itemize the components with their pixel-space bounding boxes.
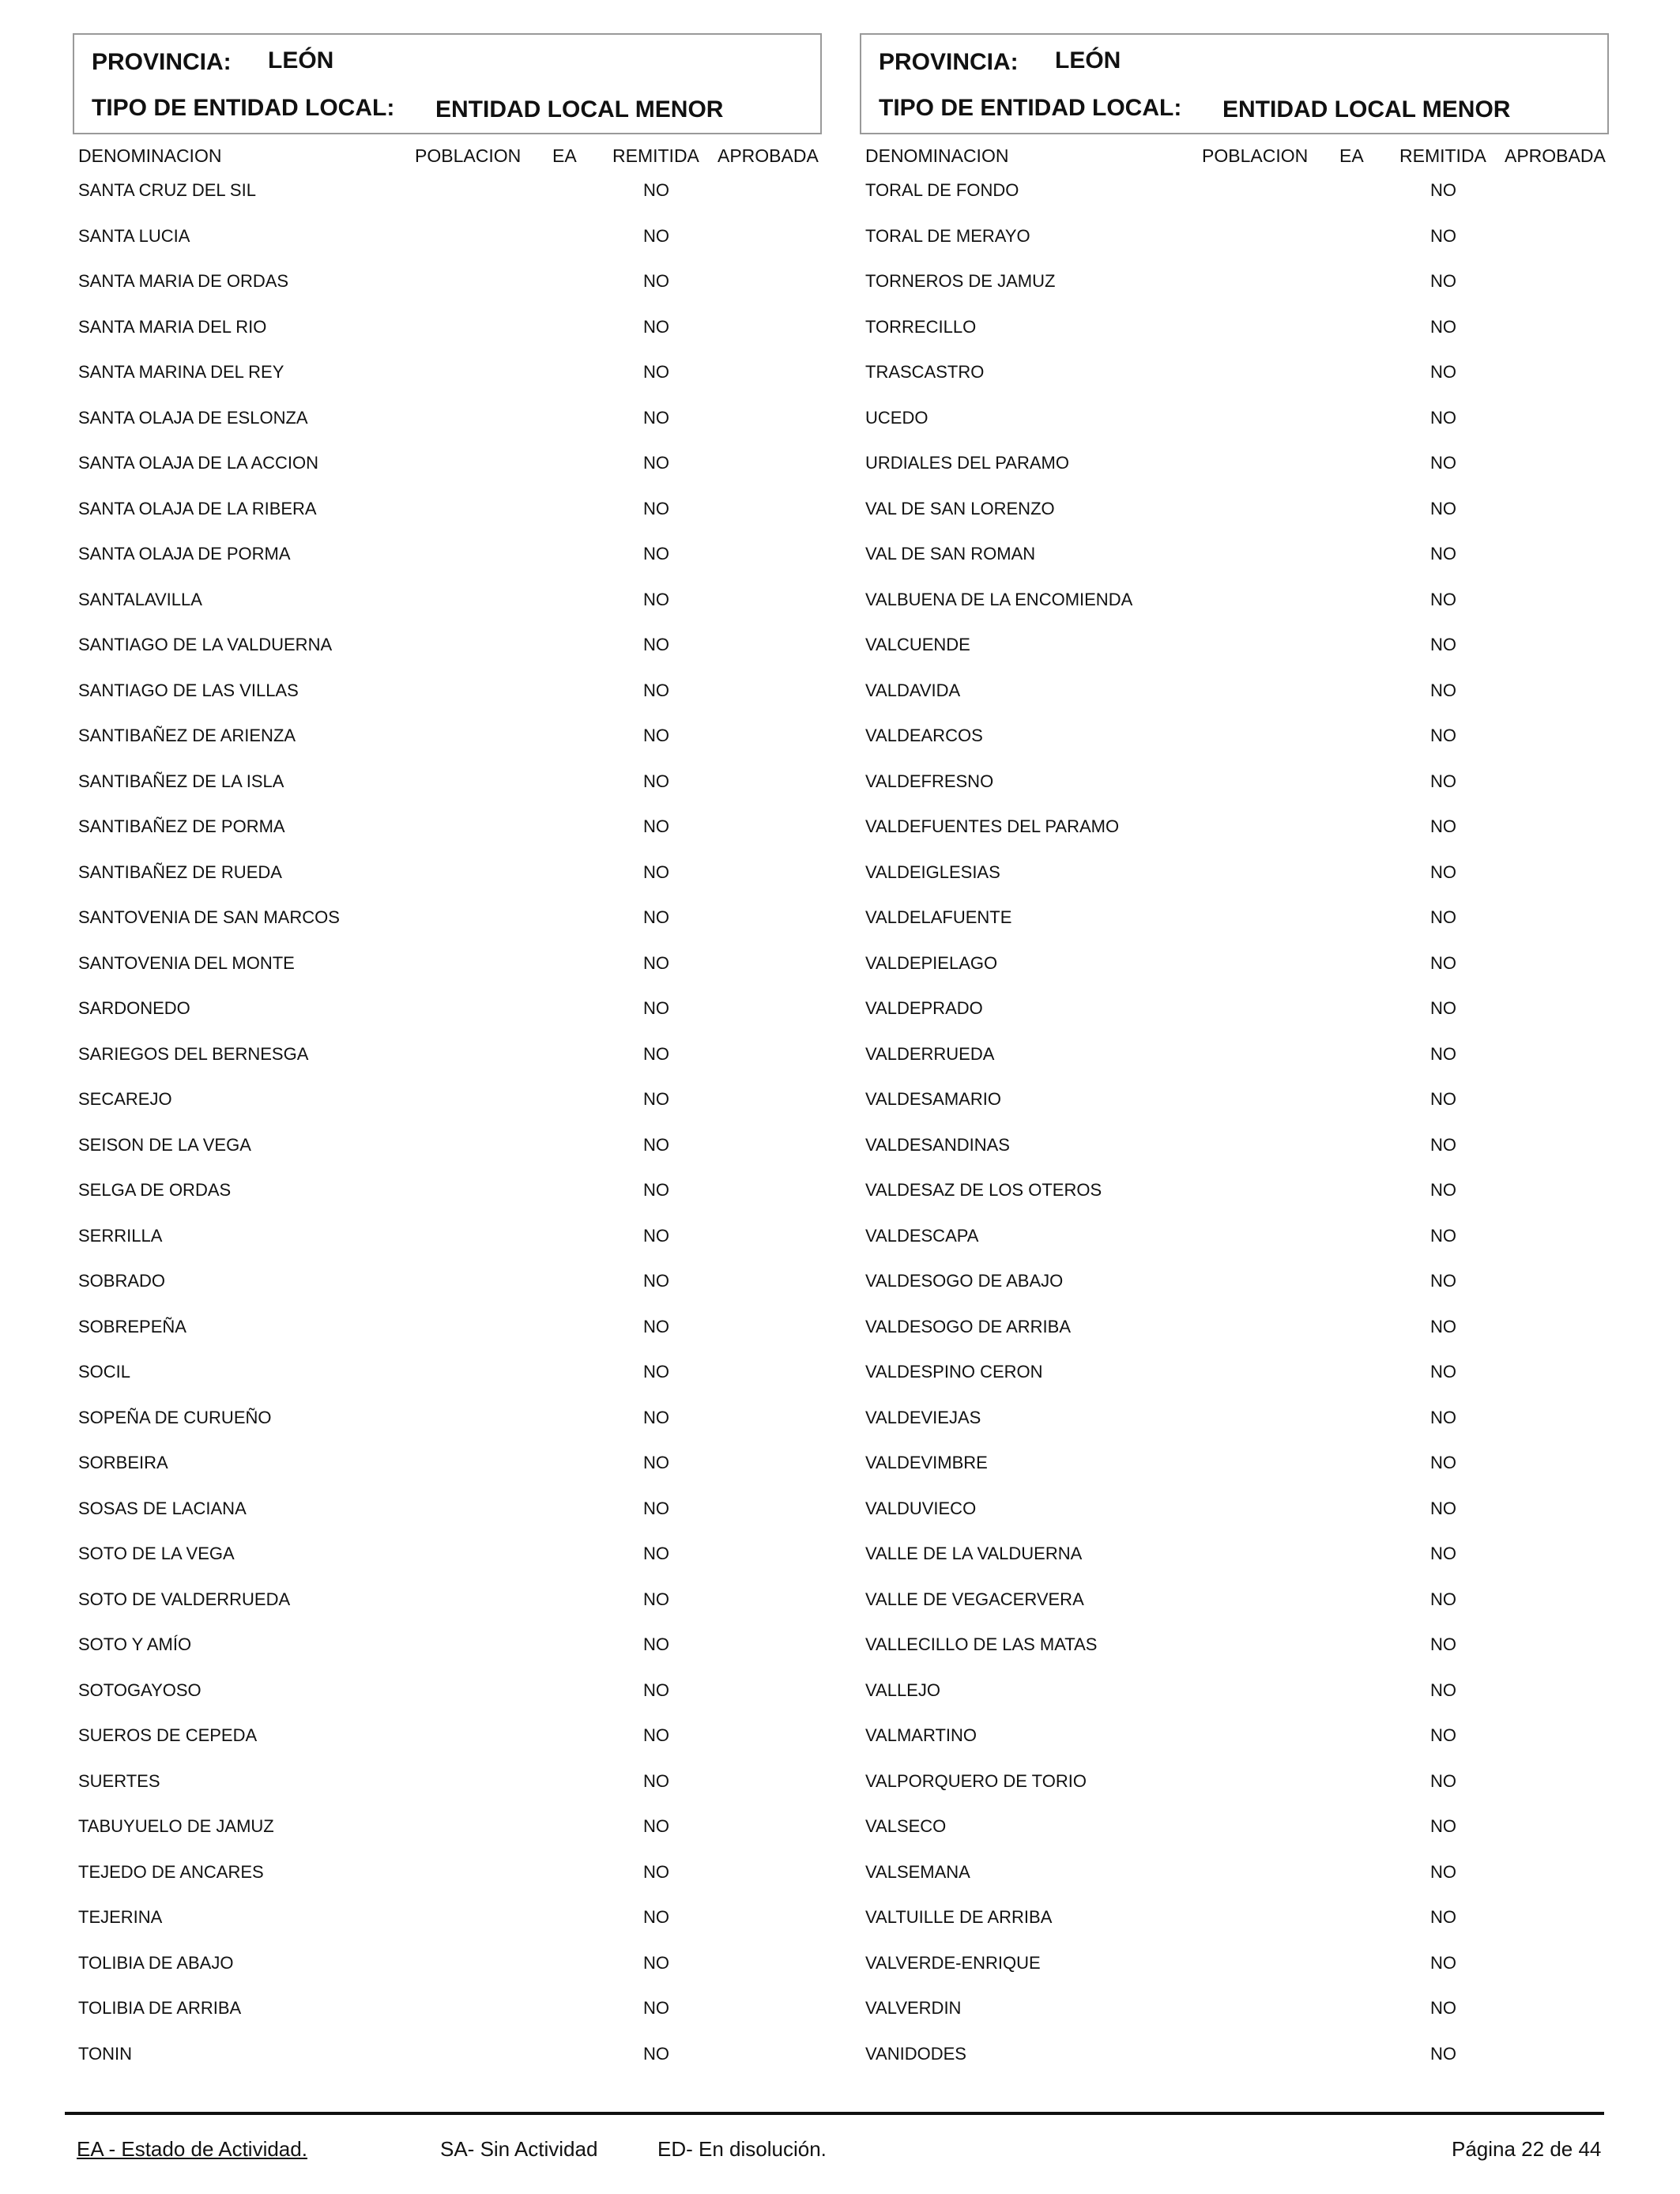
row-remitida: NO xyxy=(643,180,669,200)
row-remitida: NO xyxy=(1430,952,1456,973)
row-remitida: NO xyxy=(643,362,669,382)
table-row xyxy=(73,1717,822,1763)
row-denominacion: VALLECILLO DE LAS MATAS xyxy=(865,1634,1098,1654)
table-row xyxy=(73,445,822,491)
table-row xyxy=(73,1945,822,1991)
table-row xyxy=(73,1445,822,1491)
table-row xyxy=(73,945,822,991)
row-remitida: NO xyxy=(643,2043,669,2064)
row-denominacion: VALDESOGO DE ABAJO xyxy=(865,1271,1064,1291)
row-remitida: NO xyxy=(643,1544,669,1563)
row-remitida: NO xyxy=(643,1453,669,1472)
table-row xyxy=(860,1854,1609,1900)
table-row xyxy=(73,673,822,718)
row-remitida: NO xyxy=(643,771,669,791)
provincia-value: LEÓN xyxy=(1055,47,1121,74)
tipo-entidad-value: ENTIDAD LOCAL MENOR xyxy=(1222,96,1511,123)
table-row xyxy=(73,309,822,355)
row-remitida: NO xyxy=(643,1043,669,1064)
row-denominacion: SOTO Y AMÍO xyxy=(78,1634,192,1654)
table-row xyxy=(73,1218,822,1264)
row-remitida: NO xyxy=(643,1180,669,1200)
row-denominacion: VALVERDIN xyxy=(865,1998,962,2018)
row-remitida: NO xyxy=(1430,1134,1456,1155)
table-row xyxy=(860,2036,1609,2082)
row-remitida: NO xyxy=(643,407,669,428)
row-remitida: NO xyxy=(1430,225,1456,246)
row-denominacion: SANTA OLAJA DE ESLONZA xyxy=(78,407,308,428)
table-row xyxy=(73,1081,822,1127)
row-denominacion: VALDESOGO DE ARRIBA xyxy=(865,1316,1072,1336)
row-denominacion: SANTALAVILLA xyxy=(78,589,202,609)
col-denominacion: DENOMINACION xyxy=(78,145,222,166)
table-row xyxy=(860,1309,1609,1355)
row-denominacion: VALDEARCOS xyxy=(865,726,983,745)
table-row xyxy=(73,718,822,763)
table-row xyxy=(73,1263,822,1309)
row-denominacion: VALDEIGLESIAS xyxy=(865,861,1000,882)
row-remitida: NO xyxy=(1430,1407,1456,1427)
table-row xyxy=(860,1036,1609,1082)
table-row xyxy=(860,1945,1609,1991)
row-denominacion: TRASCASTRO xyxy=(865,362,985,382)
table-row xyxy=(73,1491,822,1536)
table-row xyxy=(73,1854,822,1900)
table-row xyxy=(73,1627,822,1672)
col-denominacion: DENOMINACION xyxy=(865,145,1009,166)
row-remitida: NO xyxy=(1430,816,1456,836)
row-denominacion: SANTA LUCIA xyxy=(78,225,190,246)
row-denominacion: SOTOGAYOSO xyxy=(78,1679,202,1700)
row-remitida: NO xyxy=(643,1589,669,1609)
row-denominacion: TORNEROS DE JAMUZ xyxy=(865,271,1056,291)
row-remitida: NO xyxy=(643,998,669,1018)
right-header-box xyxy=(860,33,1609,134)
row-remitida: NO xyxy=(1430,1498,1456,1518)
row-remitida: NO xyxy=(1430,907,1456,927)
table-row xyxy=(73,1536,822,1581)
row-denominacion: VALDESAZ DE LOS OTEROS xyxy=(865,1180,1102,1200)
row-remitida: NO xyxy=(643,1134,669,1155)
row-remitida: NO xyxy=(1430,861,1456,882)
row-remitida: NO xyxy=(643,907,669,927)
col-remitida: REMITIDA xyxy=(612,145,699,166)
row-denominacion: SOSAS DE LACIANA xyxy=(78,1498,247,1518)
table-row xyxy=(860,1672,1609,1718)
table-row xyxy=(860,1218,1609,1264)
row-remitida: NO xyxy=(1430,544,1456,564)
table-row xyxy=(860,582,1609,628)
table-row xyxy=(73,491,822,537)
table-row xyxy=(73,990,822,1036)
row-denominacion: SANTIAGO DE LA VALDUERNA xyxy=(78,635,333,654)
row-denominacion: VALDESANDINAS xyxy=(865,1134,1010,1155)
row-denominacion: SANTIAGO DE LAS VILLAS xyxy=(78,680,299,700)
row-remitida: NO xyxy=(643,225,669,246)
table-row xyxy=(860,945,1609,991)
right-panel xyxy=(860,33,1609,2081)
left-header-box xyxy=(73,33,822,134)
row-denominacion: UCEDO xyxy=(865,407,929,428)
row-denominacion: VANIDODES xyxy=(865,2043,966,2064)
row-denominacion: SOTO DE VALDERRUEDA xyxy=(78,1589,291,1609)
footer-ea-legend: EA - Estado de Actividad. xyxy=(77,2137,307,2161)
row-remitida: NO xyxy=(643,453,669,473)
row-denominacion: SEISON DE LA VEGA xyxy=(78,1134,251,1155)
table-row xyxy=(73,263,822,309)
row-denominacion: SERRILLA xyxy=(78,1225,163,1246)
table-row xyxy=(860,673,1609,718)
row-denominacion: SANTOVENIA DEL MONTE xyxy=(78,952,295,973)
row-remitida: NO xyxy=(1430,1952,1456,1973)
table-row xyxy=(860,1127,1609,1173)
row-denominacion: TORAL DE MERAYO xyxy=(865,225,1030,246)
table-row xyxy=(860,809,1609,854)
row-remitida: NO xyxy=(1430,362,1456,382)
row-remitida: NO xyxy=(643,1679,669,1700)
table-row xyxy=(860,1491,1609,1536)
table-row xyxy=(73,1354,822,1400)
row-denominacion: VALDEPIELAGO xyxy=(865,952,998,973)
row-remitida: NO xyxy=(1430,1634,1456,1654)
row-remitida: NO xyxy=(643,1634,669,1654)
row-remitida: NO xyxy=(643,498,669,518)
row-remitida: NO xyxy=(1430,1089,1456,1109)
row-denominacion: VALDAVIDA xyxy=(865,680,961,700)
row-remitida: NO xyxy=(1430,1180,1456,1200)
row-remitida: NO xyxy=(1430,1362,1456,1382)
table-row xyxy=(860,536,1609,582)
row-remitida: NO xyxy=(643,1362,669,1382)
table-row xyxy=(73,1581,822,1627)
row-remitida: NO xyxy=(1430,453,1456,473)
row-remitida: NO xyxy=(643,1952,669,1973)
table-row xyxy=(73,2036,822,2082)
table-row xyxy=(73,809,822,854)
row-denominacion: VALSECO xyxy=(865,1816,947,1836)
row-denominacion: VALDEVIMBRE xyxy=(865,1453,988,1472)
row-denominacion: VALDEVIEJAS xyxy=(865,1407,981,1427)
row-denominacion: TEJEDO DE ANCARES xyxy=(78,1861,264,1882)
row-denominacion: SOPEÑA DE CURUEÑO xyxy=(78,1407,272,1427)
row-remitida: NO xyxy=(1430,498,1456,518)
row-denominacion: URDIALES DEL PARAMO xyxy=(865,453,1069,473)
row-denominacion: SANTIBAÑEZ DE PORMA xyxy=(78,816,285,836)
table-row xyxy=(860,309,1609,355)
row-remitida: NO xyxy=(1430,771,1456,791)
row-remitida: NO xyxy=(1430,1907,1456,1927)
row-denominacion: SANTIBAÑEZ DE RUEDA xyxy=(78,861,282,882)
table-row xyxy=(73,1763,822,1809)
table-row xyxy=(73,899,822,945)
row-remitida: NO xyxy=(1430,726,1456,745)
table-row xyxy=(73,218,822,264)
row-denominacion: TEJERINA xyxy=(78,1907,163,1927)
table-row xyxy=(860,718,1609,763)
row-remitida: NO xyxy=(643,1498,669,1518)
row-remitida: NO xyxy=(1430,1998,1456,2018)
row-denominacion: TORAL DE FONDO xyxy=(865,180,1019,200)
row-denominacion: SANTA MARINA DEL REY xyxy=(78,362,284,382)
row-denominacion: TABUYUELO DE JAMUZ xyxy=(78,1816,274,1836)
row-denominacion: VALLE DE LA VALDUERNA xyxy=(865,1544,1083,1563)
row-denominacion: VALLE DE VEGACERVERA xyxy=(865,1589,1084,1609)
table-row xyxy=(860,1763,1609,1809)
row-remitida: NO xyxy=(1430,1271,1456,1291)
row-denominacion: SANTA CRUZ DEL SIL xyxy=(78,180,256,200)
row-remitida: NO xyxy=(643,589,669,609)
row-denominacion: SARDONEDO xyxy=(78,998,190,1018)
row-remitida: NO xyxy=(643,1907,669,1927)
table-row xyxy=(73,536,822,582)
row-remitida: NO xyxy=(643,1089,669,1109)
provincia-value: LEÓN xyxy=(268,47,334,74)
row-remitida: NO xyxy=(643,271,669,291)
col-poblacion: POBLACION xyxy=(415,145,522,166)
row-denominacion: TOLIBIA DE ABAJO xyxy=(78,1952,234,1973)
row-remitida: NO xyxy=(643,635,669,654)
page-number: Página 22 de 44 xyxy=(1452,2137,1602,2161)
row-denominacion: SANTA OLAJA DE LA ACCION xyxy=(78,453,319,473)
table-row xyxy=(860,354,1609,400)
footer-divider xyxy=(65,2112,1604,2115)
row-remitida: NO xyxy=(643,1271,669,1291)
row-denominacion: SOBREPEÑA xyxy=(78,1316,186,1336)
table-row xyxy=(860,1990,1609,2036)
table-row xyxy=(860,1717,1609,1763)
row-denominacion: SECAREJO xyxy=(78,1089,172,1109)
table-row xyxy=(73,400,822,446)
row-remitida: NO xyxy=(643,726,669,745)
table-row xyxy=(860,1536,1609,1581)
table-row xyxy=(860,218,1609,264)
row-remitida: NO xyxy=(643,1316,669,1336)
row-remitida: NO xyxy=(643,1816,669,1836)
table-row xyxy=(73,627,822,673)
row-remitida: NO xyxy=(643,1861,669,1882)
row-denominacion: VALDESPINO CERON xyxy=(865,1362,1043,1382)
row-remitida: NO xyxy=(643,316,669,337)
row-denominacion: VAL DE SAN ROMAN xyxy=(865,544,1036,564)
row-remitida: NO xyxy=(1430,2043,1456,2064)
row-remitida: NO xyxy=(1430,316,1456,337)
row-denominacion: SOTO DE LA VEGA xyxy=(78,1544,235,1563)
row-denominacion: VALCUENDE xyxy=(865,635,970,654)
col-aprobada: APROBADA xyxy=(1505,145,1606,166)
row-denominacion: SARIEGOS DEL BERNESGA xyxy=(78,1043,309,1064)
row-remitida: NO xyxy=(643,816,669,836)
row-remitida: NO xyxy=(1430,635,1456,654)
row-remitida: NO xyxy=(643,544,669,564)
row-denominacion: VALBUENA DE LA ENCOMIENDA xyxy=(865,589,1133,609)
table-row xyxy=(860,1263,1609,1309)
row-denominacion: VALDESAMARIO xyxy=(865,1089,1001,1109)
footer-sa-legend: SA- Sin Actividad xyxy=(440,2137,598,2161)
row-denominacion: VALDEPRADO xyxy=(865,998,983,1018)
table-row xyxy=(860,491,1609,537)
table-row xyxy=(860,1627,1609,1672)
table-row xyxy=(860,1172,1609,1218)
row-denominacion: VALLEJO xyxy=(865,1679,940,1700)
table-row xyxy=(860,1445,1609,1491)
row-denominacion: TOLIBIA DE ARRIBA xyxy=(78,1998,242,2018)
table-row xyxy=(860,899,1609,945)
row-remitida: NO xyxy=(643,1225,669,1246)
row-remitida: NO xyxy=(1430,1770,1456,1791)
right-table-body xyxy=(860,172,1609,2081)
row-remitida: NO xyxy=(643,1770,669,1791)
row-remitida: NO xyxy=(643,861,669,882)
row-remitida: NO xyxy=(643,952,669,973)
provincia-label: PROVINCIA: xyxy=(879,49,1019,75)
row-remitida: NO xyxy=(1430,1225,1456,1246)
row-denominacion: VALTUILLE DE ARRIBA xyxy=(865,1907,1053,1927)
col-aprobada: APROBADA xyxy=(718,145,819,166)
table-row xyxy=(860,1354,1609,1400)
table-row xyxy=(860,445,1609,491)
table-row xyxy=(73,1172,822,1218)
row-denominacion: SOCIL xyxy=(78,1362,131,1382)
row-denominacion: SANTA MARIA DE ORDAS xyxy=(78,271,289,291)
row-denominacion: SUERTES xyxy=(78,1770,160,1791)
row-denominacion: SANTOVENIA DE SAN MARCOS xyxy=(78,907,340,927)
table-row xyxy=(860,1081,1609,1127)
row-denominacion: VALDEFUENTES DEL PARAMO xyxy=(865,816,1120,836)
row-remitida: NO xyxy=(1430,180,1456,200)
left-column-headers xyxy=(73,134,822,172)
table-row xyxy=(860,854,1609,900)
table-row xyxy=(860,263,1609,309)
row-denominacion: SANTA OLAJA DE PORMA xyxy=(78,544,291,564)
row-remitida: NO xyxy=(1430,1043,1456,1064)
row-remitida: NO xyxy=(1430,589,1456,609)
table-row xyxy=(860,1808,1609,1854)
table-row xyxy=(860,1899,1609,1945)
table-row xyxy=(73,1127,822,1173)
row-denominacion: SELGA DE ORDAS xyxy=(78,1180,232,1200)
row-denominacion: VAL DE SAN LORENZO xyxy=(865,498,1055,518)
row-remitida: NO xyxy=(1430,407,1456,428)
row-remitida: NO xyxy=(1430,680,1456,700)
table-row xyxy=(73,582,822,628)
row-denominacion: VALVERDE-ENRIQUE xyxy=(865,1952,1041,1973)
row-denominacion: VALDUVIECO xyxy=(865,1498,977,1518)
row-denominacion: VALMARTINO xyxy=(865,1725,977,1745)
row-remitida: NO xyxy=(1430,1544,1456,1563)
left-panel xyxy=(73,33,822,2081)
col-remitida: REMITIDA xyxy=(1399,145,1486,166)
row-denominacion: VALDELAFUENTE xyxy=(865,907,1012,927)
row-remitida: NO xyxy=(643,1407,669,1427)
table-row xyxy=(860,172,1609,218)
table-row xyxy=(73,1309,822,1355)
row-denominacion: TONIN xyxy=(78,2043,133,2064)
row-remitida: NO xyxy=(1430,1816,1456,1836)
table-row xyxy=(73,172,822,218)
row-remitida: NO xyxy=(643,1998,669,2018)
right-column-headers xyxy=(860,134,1609,172)
table-row xyxy=(73,1036,822,1082)
table-row xyxy=(73,1899,822,1945)
row-remitida: NO xyxy=(1430,1453,1456,1472)
row-remitida: NO xyxy=(643,680,669,700)
col-poblacion: POBLACION xyxy=(1202,145,1309,166)
footer-ed-legend: ED- En disolución. xyxy=(657,2137,827,2161)
row-denominacion: VALSEMANA xyxy=(865,1861,970,1882)
row-denominacion: VALDESCAPA xyxy=(865,1225,979,1246)
left-table-body xyxy=(73,172,822,2081)
tipo-entidad-label: TIPO DE ENTIDAD LOCAL: xyxy=(92,95,395,121)
table-row xyxy=(860,1400,1609,1446)
table-row xyxy=(73,1400,822,1446)
row-remitida: NO xyxy=(643,1725,669,1745)
table-row xyxy=(73,1672,822,1718)
row-remitida: NO xyxy=(1430,1589,1456,1609)
row-remitida: NO xyxy=(1430,1725,1456,1745)
row-denominacion: SORBEIRA xyxy=(78,1453,168,1472)
row-remitida: NO xyxy=(1430,1316,1456,1336)
table-row xyxy=(860,763,1609,809)
row-denominacion: SUEROS DE CEPEDA xyxy=(78,1725,258,1745)
row-denominacion: SANTIBAÑEZ DE ARIENZA xyxy=(78,726,296,745)
row-denominacion: VALDERRUEDA xyxy=(865,1043,995,1064)
table-row xyxy=(860,400,1609,446)
table-row xyxy=(73,763,822,809)
row-denominacion: VALPORQUERO DE TORIO xyxy=(865,1770,1087,1791)
provincia-label: PROVINCIA: xyxy=(92,49,232,75)
row-remitida: NO xyxy=(1430,1679,1456,1700)
table-row xyxy=(73,1990,822,2036)
row-denominacion: SANTIBAÑEZ DE LA ISLA xyxy=(78,771,284,791)
row-denominacion: VALDEFRESNO xyxy=(865,771,994,791)
row-remitida: NO xyxy=(1430,998,1456,1018)
tipo-entidad-label: TIPO DE ENTIDAD LOCAL: xyxy=(879,95,1182,121)
row-remitida: NO xyxy=(1430,1861,1456,1882)
table-row xyxy=(860,1581,1609,1627)
table-row xyxy=(73,854,822,900)
table-row xyxy=(73,354,822,400)
table-row xyxy=(860,627,1609,673)
col-ea: EA xyxy=(552,145,577,166)
row-denominacion: SANTA MARIA DEL RIO xyxy=(78,316,267,337)
col-ea: EA xyxy=(1339,145,1364,166)
row-denominacion: SANTA OLAJA DE LA RIBERA xyxy=(78,498,317,518)
tipo-entidad-value: ENTIDAD LOCAL MENOR xyxy=(435,96,724,123)
row-denominacion: SOBRADO xyxy=(78,1271,166,1291)
row-remitida: NO xyxy=(1430,271,1456,291)
row-denominacion: TORRECILLO xyxy=(865,316,977,337)
table-row xyxy=(73,1808,822,1854)
table-row xyxy=(860,990,1609,1036)
